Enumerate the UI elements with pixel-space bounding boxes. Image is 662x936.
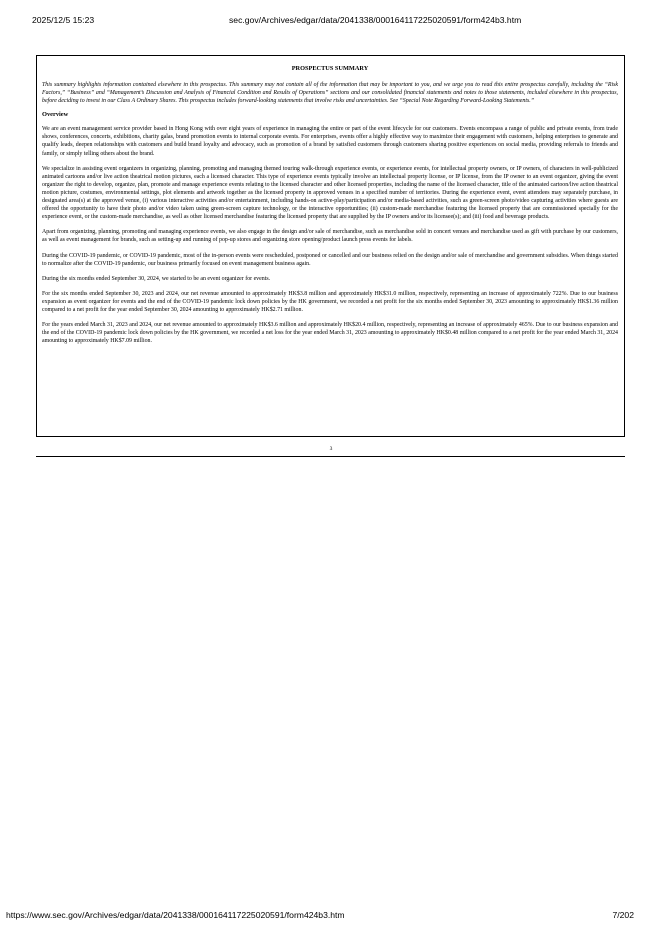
print-page-title: sec.gov/Archives/edgar/data/2041338/000164117225020591/form424b3.htm bbox=[229, 15, 522, 25]
body-paragraph: For the six months ended September 30, 2023 and 2024, our net revenue amounted to approximately HK$3.8 million and approximately HK$31.0 million, respectively, representing an increase of approximately 722%. Due to our business expansion as event organizer for events and the end of the COVID-19 pandemic lock down policies by the HK government, we recorded a net profit for the six months ended September 30, 2023 amounting to approximately HK$1.36 million compared to a net profit for the year ended September 30, 2024 amounting to approximately HK$2.71 million. bbox=[42, 290, 618, 313]
body-paragraph: We specialize in assisting event organizers in organizing, planning, promoting and managing themed touring walk-through experience events, or experience events, for intellectual property owners, or IP owners, of characters in well-publicized animated cartoons and/or live action theatrical motion pictures, each a licensed character. This type of experience events typically involve an intellectual property license, or IP license, from the IP owner to an event organizer, giving the event organizer the right to develop, organize, plan, promote and manage experience events relating to the licensed character and other licensed properties, including the name of the licensed character, title of the animated cartoon/live action theatrical motion picture, costumes, environmental settings, plot elements and artwork together as the licensed property in approved venues in a specified number of territories. During the experience event, event attendees may separately purchase, in designated area(s) at the approved venue, (i) various interactive activities and/or entertainment, including hands-on active-play/participation and/or media-based activities, such as green-screen photo/video capturing activities where guests are offered the opportunity to have their photo and/or video taken using green-screen capture technology, or the interactive opportunities; (ii) custom-made merchandise featuring the licensed property that are commissioned specially for the experience event, or the custom-made merchandise, as well as other licensed merchandise featuring the licensed property that are supplied by the IP owners and/or its licensee(s); and (iii) food and beverage products. bbox=[42, 165, 618, 221]
print-url: https://www.sec.gov/Archives/edgar/data/2041338/000164117225020591/form424b3.htm bbox=[6, 910, 345, 920]
prospectus-summary-box bbox=[36, 55, 625, 437]
body-paragraph: During the six months ended September 30, 2024, we started to be an event organizer for events. bbox=[42, 275, 271, 282]
page-number: 3 bbox=[329, 446, 333, 452]
print-footer bbox=[0, 910, 662, 922]
print-page-count: 7/202 bbox=[612, 910, 634, 920]
print-datetime: 2025/12/5 15:23 bbox=[32, 15, 95, 25]
page-divider bbox=[36, 456, 625, 457]
section-title: PROSPECTUS SUMMARY bbox=[291, 65, 369, 72]
body-paragraph: For the years ended March 31, 2023 and 2024, our net revenue amounted to approximately HK$3.6 million and approximately HK$20.4 million, respectively, representing an increase of approximately 465%. Due to our business expansion and the end of the COVID-19 pandemic lock down policies by the HK government, we recorded a net loss for the year ended March 31, 2023 amounting to approximately HK$0.48 million compared to a net profit for the year ended March 31, 2024 amounting to approximately HK$7.09 million. bbox=[42, 322, 618, 345]
body-paragraph: We are an event management service provider based in Hong Kong with over eight years of experience in managing the entire or part of the event lifecycle for our customers. Events encompass a range of public and private events, from trade shows, conferences, concerts, exhibitions, charity galas, brand promotion events to internal corporate events. For enterprises, events offer a highly effective way to maximize their engagement with customers, helping enterprises to generate and qualify leads, deepen relationships with customers and build brand loyalty and advocacy, such as promotion of a brand by satisfied customers through customers sharing positive experiences on social media, providing referrals to friends and family, or simply telling others about the brand. bbox=[42, 126, 618, 157]
overview-heading: Overview bbox=[42, 111, 69, 119]
intro-paragraph: This summary highlights information contained elsewhere in this prospectus. This summary may not contain all of the information that may be important to you, and we urge you to read this entire prospectus carefully, including the “Risk Factors,” “Business” and “Management’s Discussion and Analysis of Financial Condition and Results of Operations” sections and our consolidated financial statements and notes to those statements, included elsewhere in this prospectus, before deciding to invest in our Class A Ordinary Shares. This prospectus includes forward-looking statements that involve risks and uncertainties. See “Special Note Regarding Forward-Looking Statements.” bbox=[42, 82, 618, 105]
print-header bbox=[0, 15, 662, 27]
body-paragraph: Apart from organizing, planning, promoting and managing experience events, we also engage in the design and/or sale of merchandise, such as merchandise sold in concert venues and merchandise used as gift with purchase by our customers, as well as event management for brands, such as setting-up and running of pop-up stores and organizing store opening/product launch press events for labels. bbox=[42, 229, 618, 244]
body-paragraph: During the COVID-19 pandemic, or COVID-19 pandemic, most of the in-person events were rescheduled, postponed or cancelled and our business relied on the design and/or sale of merchandise and government subsidies. When things started to normalize after the COVID-19 pandemic, our business primarily focused on event management business again. bbox=[42, 252, 618, 267]
